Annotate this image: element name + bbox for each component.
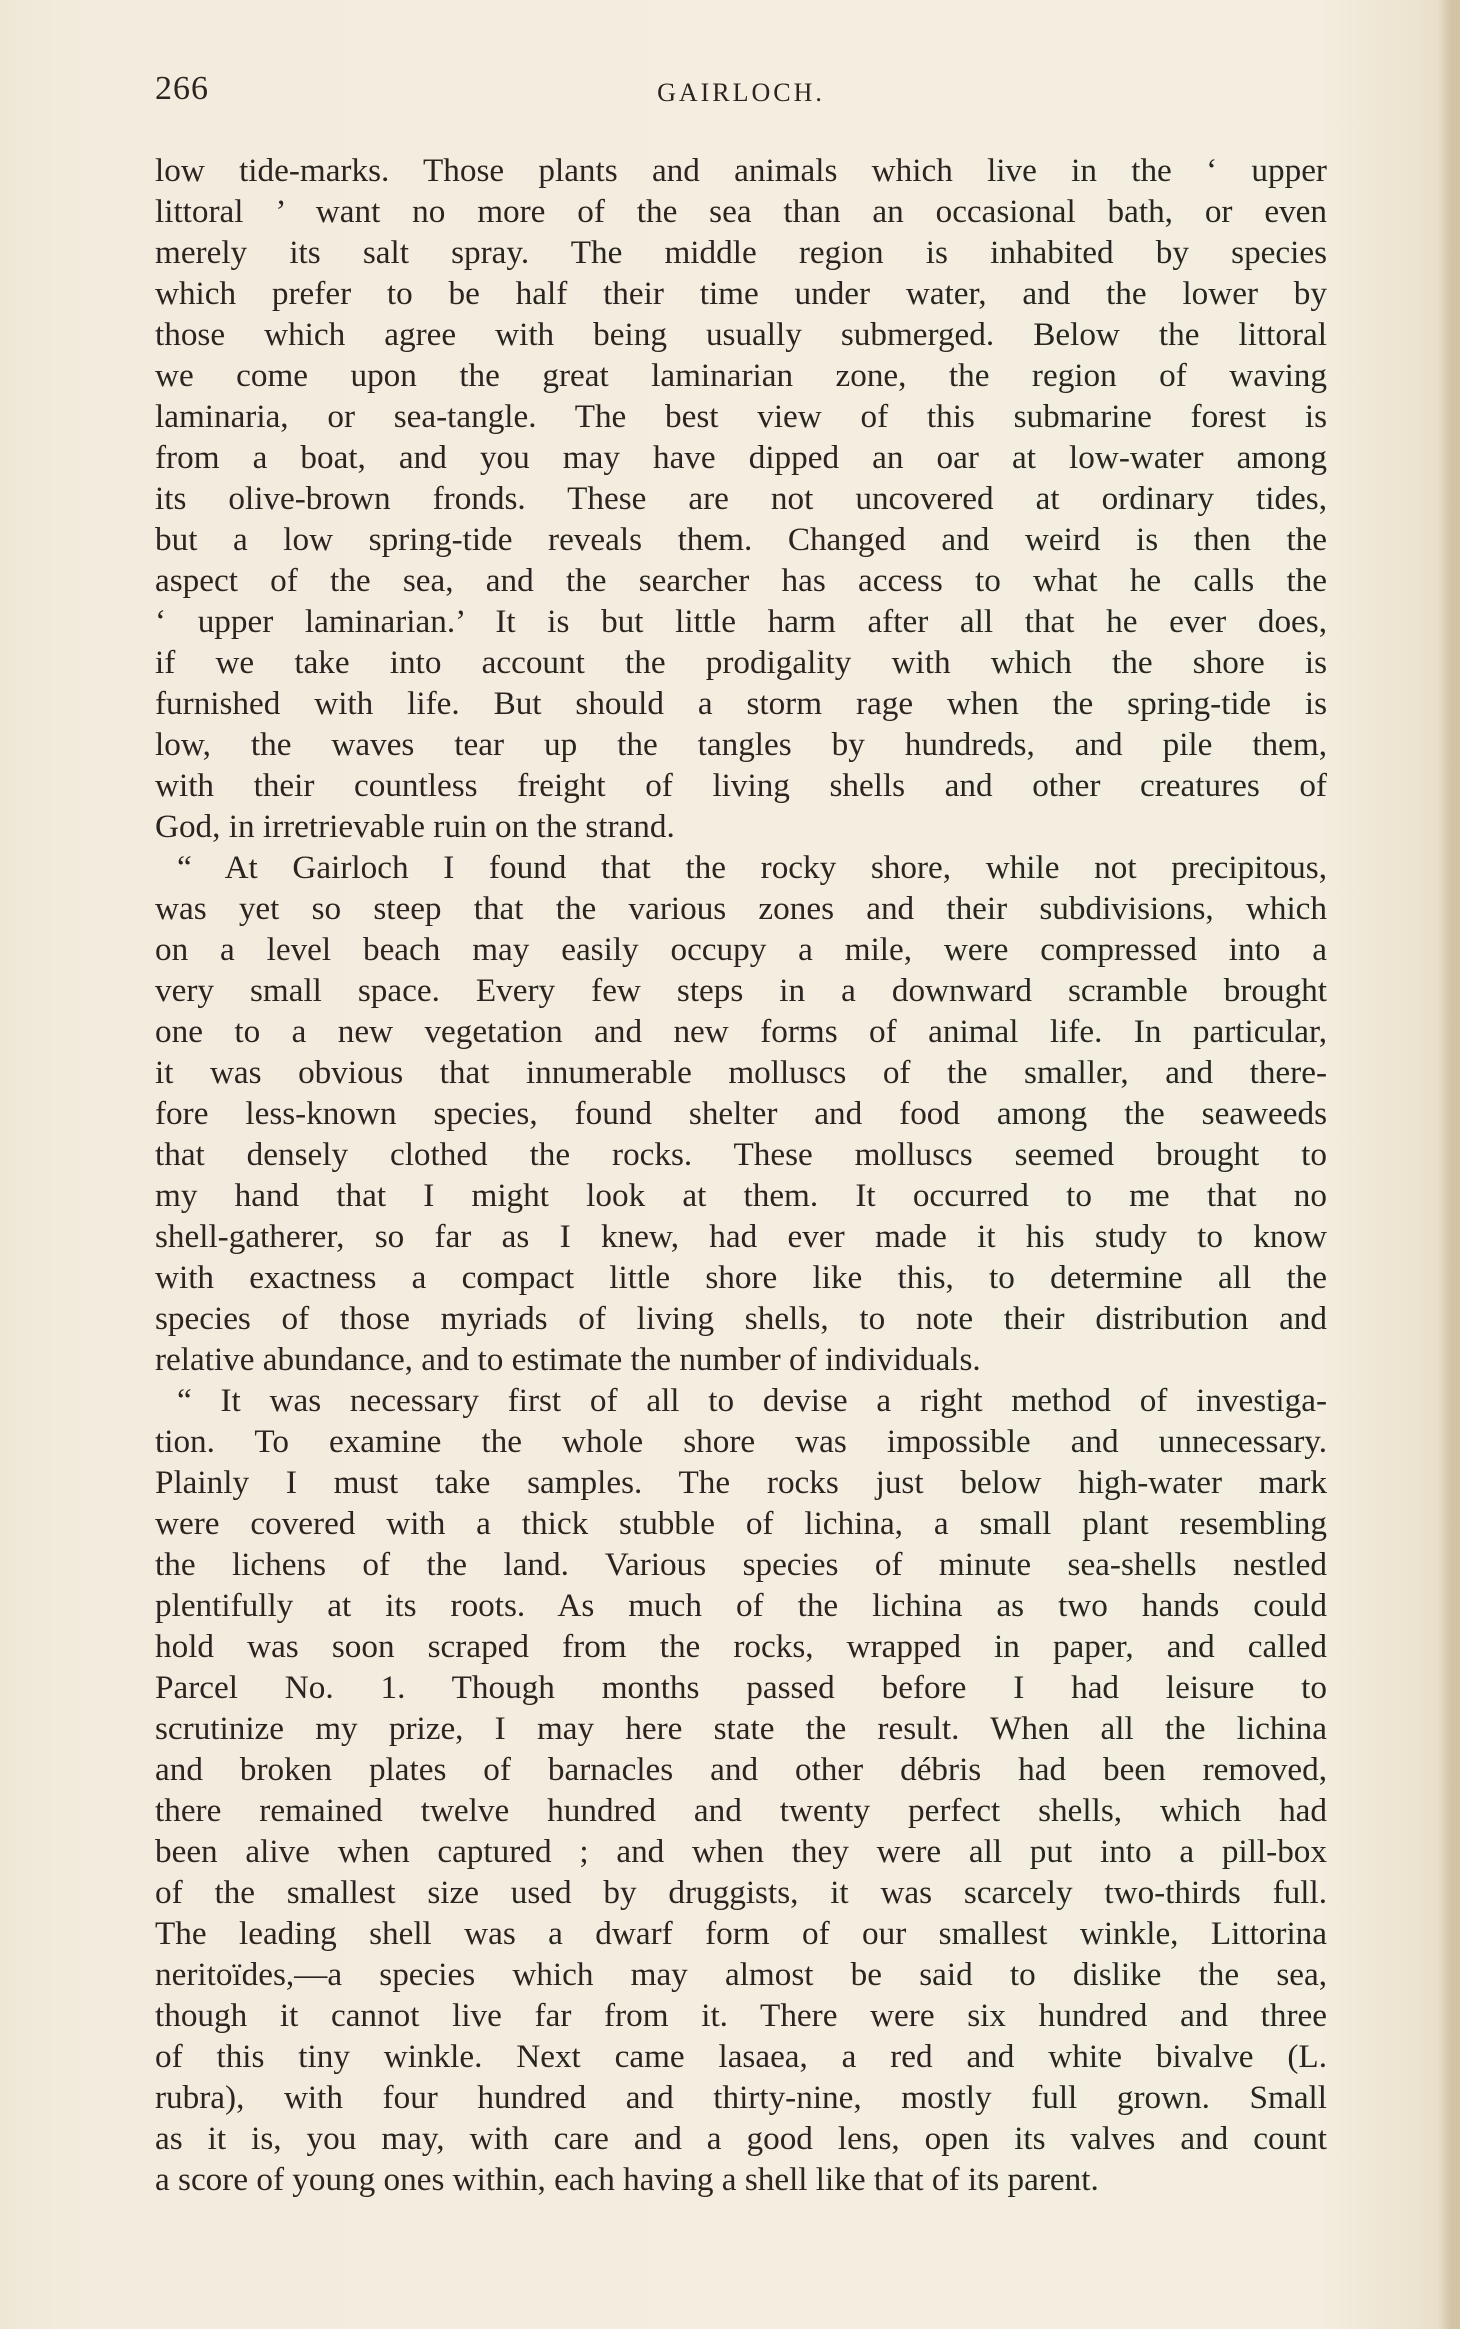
text-line: it was obvious that innumerable molluscs of the smaller, and there- <box>155 1054 1327 1091</box>
text-line: there remained twelve hundred and twenty perfect shells, which had <box>155 1792 1327 1829</box>
page-edge-shadow <box>1438 0 1460 2329</box>
text-line: that densely clothed the rocks. These molluscs seemed brought to <box>155 1136 1327 1173</box>
text-line: littoral ’ want no more of the sea than an occasional bath, or even <box>155 193 1327 230</box>
text-line: neritoïdes,—a species which may almost be said to dislike the sea, <box>155 1956 1327 1993</box>
text-line: the lichens of the land. Various species of minute sea-shells nestled <box>155 1546 1327 1583</box>
text-line: shell-gatherer, so far as I knew, had ever made it his study to know <box>155 1218 1327 1255</box>
text-line: Parcel No. 1. Though months passed before I had leisure to <box>155 1669 1327 1706</box>
text-line: been alive when captured ; and when they were all put into a pill-box <box>155 1833 1327 1870</box>
text-line: very small space. Every few steps in a downward scramble brought <box>155 972 1327 1009</box>
text-line: from a boat, and you may have dipped an oar at low-water among <box>155 439 1327 476</box>
text-line: as it is, you may, with care and a good lens, open its valves and count <box>155 2120 1327 2157</box>
text-line: Plainly I must take samples. The rocks just below high-water mark <box>155 1464 1327 1501</box>
text-line: relative abundance, and to estimate the number of individuals. <box>155 1341 981 1378</box>
page-header <box>155 70 1327 120</box>
text-line: laminaria, or sea-tangle. The best view of this submarine forest is <box>155 398 1327 435</box>
text-line: God, in irretrievable ruin on the strand. <box>155 808 675 845</box>
text-line: those which agree with being usually submerged. Below the littoral <box>155 316 1327 353</box>
text-line: with their countless freight of living shells and other creatures of <box>155 767 1327 804</box>
text-line: were covered with a thick stubble of lichina, a small plant resembling <box>155 1505 1327 1542</box>
text-line: The leading shell was a dwarf form of our smallest winkle, Littorina <box>155 1915 1327 1952</box>
text-line: and broken plates of barnacles and other débris had been removed, <box>155 1751 1327 1788</box>
text-line: which prefer to be half their time under water, and the lower by <box>155 275 1327 312</box>
text-line: a score of young ones within, each having a shell like that of its parent. <box>155 2161 1099 2198</box>
text-line: low, the waves tear up the tangles by hundreds, and pile them, <box>155 726 1327 763</box>
paragraph <box>155 150 1327 847</box>
text-line: species of those myriads of living shells, to note their distribution and <box>155 1300 1327 1337</box>
text-line: “ At Gairloch I found that the rocky shore, while not precipitous, <box>177 849 1327 886</box>
paragraph <box>155 847 1327 1380</box>
text-line: furnished with life. But should a storm rage when the spring-tide is <box>155 685 1327 722</box>
text-line: plentifully at its roots. As much of the lichina as two hands could <box>155 1587 1327 1624</box>
text-line: with exactness a compact little shore like this, to determine all the <box>155 1259 1327 1296</box>
text-line: merely its salt spray. The middle region is inhabited by species <box>155 234 1327 271</box>
text-line: on a level beach may easily occupy a mile, were compressed into a <box>155 931 1327 968</box>
text-line: hold was soon scraped from the rocks, wrapped in paper, and called <box>155 1628 1327 1665</box>
text-line: we come upon the great laminarian zone, the region of waving <box>155 357 1327 394</box>
paragraph <box>155 1380 1327 2200</box>
text-line: one to a new vegetation and new forms of animal life. In particular, <box>155 1013 1327 1050</box>
text-line: tion. To examine the whole shore was impossible and unnecessary. <box>155 1423 1327 1460</box>
text-line: fore less-known species, found shelter and food among the seaweeds <box>155 1095 1327 1132</box>
page-number: 266 <box>155 70 209 107</box>
text-line: though it cannot live far from it. There were six hundred and three <box>155 1997 1327 2034</box>
text-line: of the smallest size used by druggists, it was scarcely two-thirds full. <box>155 1874 1327 1911</box>
text-line: low tide-marks. Those plants and animals which live in the ‘ upper <box>155 152 1327 189</box>
text-line: aspect of the sea, and the searcher has access to what he calls the <box>155 562 1327 599</box>
text-line: of this tiny winkle. Next came lasaea, a red and white bivalve (L. <box>155 2038 1327 2075</box>
text-line: rubra), with four hundred and thirty-nine, mostly full grown. Small <box>155 2079 1327 2116</box>
text-line: my hand that I might look at them. It occurred to me that no <box>155 1177 1327 1214</box>
text-line: was yet so steep that the various zones and their subdivisions, which <box>155 890 1327 927</box>
text-line: “ It was necessary first of all to devise a right method of investiga- <box>177 1382 1327 1419</box>
text-line: its olive-brown fronds. These are not uncovered at ordinary tides, <box>155 480 1327 517</box>
text-line: ‘ upper laminarian.’ It is but little harm after all that he ever does, <box>155 603 1327 640</box>
running-title: GAIRLOCH. <box>657 78 825 107</box>
body-text <box>155 150 1327 2200</box>
text-line: if we take into account the prodigality with which the shore is <box>155 644 1327 681</box>
text-line: scrutinize my prize, I may here state the result. When all the lichina <box>155 1710 1327 1747</box>
text-line: but a low spring-tide reveals them. Changed and weird is then the <box>155 521 1327 558</box>
